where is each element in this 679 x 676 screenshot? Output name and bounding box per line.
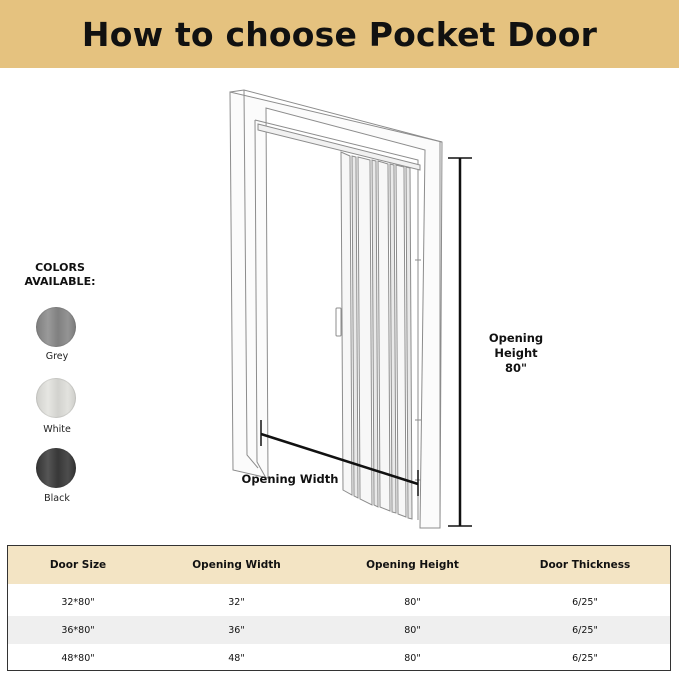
size-table [7, 545, 671, 671]
cell-opening-height: 80" [404, 596, 421, 608]
table-row [8, 616, 670, 644]
black-swatch-label: Black [44, 493, 70, 504]
cell-opening-height: 80" [404, 624, 421, 636]
opening-height-label [466, 331, 566, 376]
cell-door-size: 36*80" [61, 624, 95, 636]
table-row [8, 588, 670, 616]
cell-opening-height: 80" [404, 652, 421, 664]
cell-door-thickness: 6/25" [572, 624, 598, 636]
cell-door-thickness: 6/25" [572, 596, 598, 608]
opening-width-label: Opening Width [241, 472, 339, 486]
cell-opening-width: 48" [228, 652, 245, 664]
grey-swatch-label: Grey [45, 351, 69, 362]
header-door-size: Door Size [49, 559, 107, 571]
cell-opening-width: 36" [228, 624, 245, 636]
header-door-thickness: Door Thickness [539, 559, 631, 571]
cell-door-thickness: 6/25" [572, 652, 598, 664]
cell-opening-width: 32" [228, 596, 245, 608]
colors-heading-line1: COLORS [35, 261, 85, 274]
white-swatch-label: White [43, 424, 71, 435]
table-header [8, 546, 670, 584]
page-title: How to choose Pocket Door [81, 14, 598, 54]
table-row [8, 644, 670, 672]
cell-door-size: 32*80" [61, 596, 95, 608]
header-opening-width: Opening Width [192, 559, 281, 571]
header-opening-height: Opening Height [366, 559, 459, 571]
colors-heading-line2: AVAILABLE: [24, 275, 96, 288]
opening-height-value: 80" [505, 361, 527, 375]
opening-height-text: Opening Height [488, 331, 544, 360]
cell-door-size: 48*80" [61, 652, 95, 664]
